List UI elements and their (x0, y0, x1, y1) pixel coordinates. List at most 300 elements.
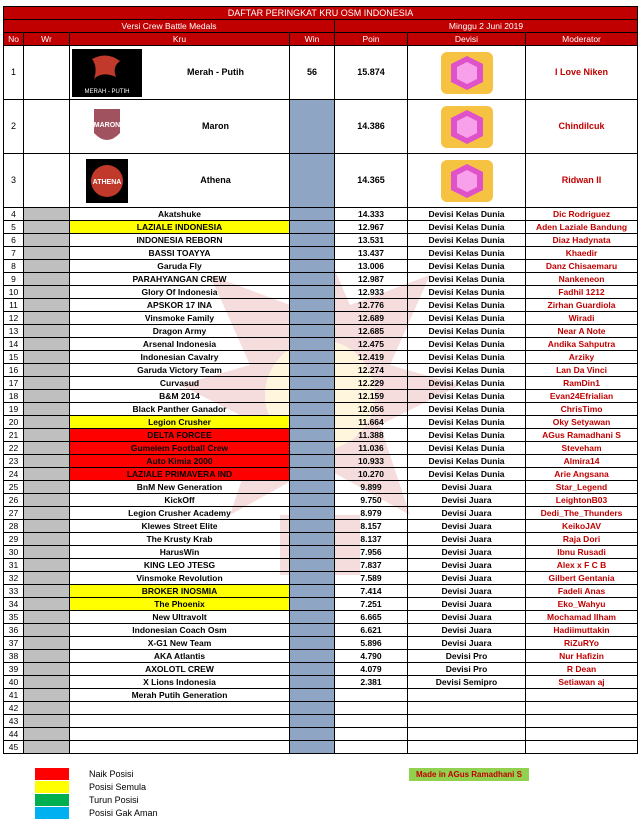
kru-cell: Indonesian Coach Osm (70, 624, 290, 637)
table-row (4, 416, 638, 429)
legend-swatch-yellow (35, 781, 69, 793)
header-kru: Kru (70, 33, 290, 46)
table-row-top-3 (4, 154, 638, 208)
kru-cell: X-G1 New Team (70, 637, 290, 650)
moderator-cell: RamDin1 (526, 377, 638, 390)
poin-cell: 13.437 (335, 247, 408, 260)
wr-cell (24, 650, 70, 663)
wr-cell (24, 728, 70, 741)
sheet-title: DAFTAR PERINGKAT KRU OSM INDONESIA (4, 7, 638, 20)
devisi-cell: Devisi Kelas Dunia (408, 403, 526, 416)
poin-cell (335, 702, 408, 715)
moderator-cell: Zirhan Guardiola (526, 299, 638, 312)
table-row-top-2 (4, 100, 638, 154)
kru-cell: Merah Putih Generation (70, 689, 290, 702)
devisi-cell: Devisi Kelas Dunia (408, 364, 526, 377)
moderator-cell: Lan Da Vinci (526, 364, 638, 377)
poin-cell: 13.006 (335, 260, 408, 273)
merah-putih-logo-icon (72, 49, 142, 97)
poin-cell (335, 689, 408, 702)
kru-cell: Glory Of Indonesia (70, 286, 290, 299)
table-row (4, 377, 638, 390)
devisi-cell: Devisi Kelas Dunia (408, 429, 526, 442)
rank-number: 8 (4, 260, 24, 273)
wr-cell (24, 481, 70, 494)
win-cell (290, 494, 335, 507)
moderator-cell: Dedi_The_Thunders (526, 507, 638, 520)
win-cell (290, 728, 335, 741)
rank-number: 30 (4, 546, 24, 559)
table-row (4, 481, 638, 494)
table-row (4, 260, 638, 273)
rank-number: 21 (4, 429, 24, 442)
poin-cell: 5.896 (335, 637, 408, 650)
moderator-cell: Steveham (526, 442, 638, 455)
wr-cell (24, 507, 70, 520)
poin-cell: 8.157 (335, 520, 408, 533)
rank-number: 31 (4, 559, 24, 572)
table-row (4, 468, 638, 481)
moderator-cell: Setiawan aj (526, 676, 638, 689)
legend-swatch-blue (35, 807, 69, 819)
rank-number: 24 (4, 468, 24, 481)
rank-number: 34 (4, 598, 24, 611)
table-row (4, 650, 638, 663)
devisi-cell (408, 728, 526, 741)
devisi-cell: Devisi Kelas Dunia (408, 338, 526, 351)
poin-cell: 12.056 (335, 403, 408, 416)
devisi-cell: Devisi Kelas Dunia (408, 299, 526, 312)
table-row (4, 533, 638, 546)
kru-cell: Legion Crusher Academy (70, 507, 290, 520)
kru-cell: Auto Kimia 2000 (70, 455, 290, 468)
devisi-cell: Devisi Kelas Dunia (408, 442, 526, 455)
table-row (4, 741, 638, 754)
win-cell (290, 455, 335, 468)
poin-cell: 14.365 (335, 154, 408, 208)
moderator-cell: Alex x F C B (526, 559, 638, 572)
win-cell (290, 689, 335, 702)
kru-cell: INDONESIA REBORN (70, 234, 290, 247)
moderator-cell: Evan24Efrialian (526, 390, 638, 403)
poin-cell: 11.036 (335, 442, 408, 455)
svg-text:MERAH - PUTIH: MERAH - PUTIH (84, 88, 130, 95)
devisi-cell (408, 741, 526, 754)
rank-number: 13 (4, 325, 24, 338)
moderator-cell: I Love Niken (526, 46, 638, 100)
table-row (4, 715, 638, 728)
kru-cell: Gumelem Football Crew (70, 442, 290, 455)
devisi-cell: Devisi Kelas Dunia (408, 286, 526, 299)
wr-cell (24, 611, 70, 624)
wr-cell (24, 312, 70, 325)
wr-cell (24, 741, 70, 754)
win-cell (290, 338, 335, 351)
moderator-cell: Arie Angsana (526, 468, 638, 481)
wr-cell (24, 520, 70, 533)
moderator-cell (526, 728, 638, 741)
kru-cell: DELTA FORCEE (70, 429, 290, 442)
table-row (4, 312, 638, 325)
table-row (4, 546, 638, 559)
table-row (4, 611, 638, 624)
moderator-cell: Nur Hafizin (526, 650, 638, 663)
pink-gem-medal-icon (437, 104, 497, 150)
kru-cell: AXOLOTL CREW (70, 663, 290, 676)
table-row (4, 520, 638, 533)
rank-number: 41 (4, 689, 24, 702)
win-cell (290, 468, 335, 481)
devisi-cell (408, 46, 526, 100)
kru-cell: Indonesian Cavalry (70, 351, 290, 364)
win-cell (290, 442, 335, 455)
poin-cell: 12.987 (335, 273, 408, 286)
rank-number: 22 (4, 442, 24, 455)
wr-cell (24, 676, 70, 689)
moderator-cell: Hadiimuttakin (526, 624, 638, 637)
win-cell (290, 416, 335, 429)
win-cell (290, 637, 335, 650)
wr-cell (24, 559, 70, 572)
kru-cell: New Ultravolt (70, 611, 290, 624)
wr-cell (24, 468, 70, 481)
table-row (4, 208, 638, 221)
table-row (4, 455, 638, 468)
moderator-cell: Nankeneon (526, 273, 638, 286)
table-row (4, 507, 638, 520)
poin-cell: 12.419 (335, 351, 408, 364)
poin-cell: 15.874 (335, 46, 408, 100)
rank-number: 16 (4, 364, 24, 377)
pink-gem-medal-icon (437, 158, 497, 204)
wr-cell (24, 494, 70, 507)
moderator-cell (526, 702, 638, 715)
wr-cell (24, 572, 70, 585)
legend-label: Naik Posisi (89, 769, 134, 779)
win-cell: 56 (290, 46, 335, 100)
devisi-cell: Devisi Kelas Dunia (408, 416, 526, 429)
moderator-cell: AGus Ramadhani S (526, 429, 638, 442)
wr-cell (24, 598, 70, 611)
kru-cell: Garuda Victory Team (70, 364, 290, 377)
poin-cell: 14.333 (335, 208, 408, 221)
kru-cell: BASSI TOAYYA (70, 247, 290, 260)
moderator-cell: Eko_Wahyu (526, 598, 638, 611)
svg-text:ATHENA: ATHENA (92, 178, 122, 186)
moderator-cell: KeikoJAV (526, 520, 638, 533)
wr-cell (24, 689, 70, 702)
ranking-sheet (3, 6, 637, 754)
rank-number: 25 (4, 481, 24, 494)
poin-cell: 10.933 (335, 455, 408, 468)
poin-cell: 12.776 (335, 299, 408, 312)
kru-cell: APSKOR 17 INA (70, 299, 290, 312)
poin-cell: 9.750 (335, 494, 408, 507)
win-cell (290, 546, 335, 559)
wr-cell (24, 442, 70, 455)
kru-cell: B&M 2014 (70, 390, 290, 403)
table-row (4, 663, 638, 676)
rank-number: 27 (4, 507, 24, 520)
rank-number: 10 (4, 286, 24, 299)
devisi-cell: Devisi Juara (408, 533, 526, 546)
rank-number: 9 (4, 273, 24, 286)
kru-cell: The Phoenix (70, 598, 290, 611)
poin-cell (335, 728, 408, 741)
devisi-cell: Devisi Juara (408, 598, 526, 611)
poin-cell: 12.685 (335, 325, 408, 338)
win-cell (290, 585, 335, 598)
devisi-cell (408, 715, 526, 728)
table-row (4, 338, 638, 351)
rank-number: 6 (4, 234, 24, 247)
table-row (4, 429, 638, 442)
header-wr: Wr (24, 33, 70, 46)
header-no: No (4, 33, 24, 46)
kru-name: Maron (202, 121, 229, 131)
moderator-cell: Mochamad Ilham (526, 611, 638, 624)
devisi-cell: Devisi Kelas Dunia (408, 208, 526, 221)
wr-cell (24, 100, 70, 154)
win-cell (290, 312, 335, 325)
kru-cell (70, 702, 290, 715)
moderator-cell: Raja Dori (526, 533, 638, 546)
table-row (4, 585, 638, 598)
devisi-cell: Devisi Pro (408, 650, 526, 663)
devisi-cell: Devisi Juara (408, 559, 526, 572)
kru-cell: HarusWin (70, 546, 290, 559)
table-row (4, 559, 638, 572)
rank-number: 1 (4, 46, 24, 100)
rank-number: 39 (4, 663, 24, 676)
devisi-cell: Devisi Kelas Dunia (408, 351, 526, 364)
wr-cell (24, 234, 70, 247)
rank-number: 32 (4, 572, 24, 585)
rank-number: 2 (4, 100, 24, 154)
rank-number: 11 (4, 299, 24, 312)
kru-cell (70, 46, 290, 100)
wr-cell (24, 247, 70, 260)
moderator-cell: Arziky (526, 351, 638, 364)
win-cell (290, 559, 335, 572)
moderator-cell: Aden Laziale Bandung (526, 221, 638, 234)
devisi-cell: Devisi Kelas Dunia (408, 455, 526, 468)
ranking-table (3, 6, 638, 754)
rank-number: 20 (4, 416, 24, 429)
moderator-cell: LeightonB03 (526, 494, 638, 507)
moderator-cell: Andika Sahputra (526, 338, 638, 351)
rank-number: 3 (4, 154, 24, 208)
win-cell (290, 377, 335, 390)
moderator-cell: Near A Note (526, 325, 638, 338)
poin-cell: 12.274 (335, 364, 408, 377)
moderator-cell: Oky Setyawan (526, 416, 638, 429)
poin-cell: 11.664 (335, 416, 408, 429)
moderator-cell: Dic Rodriguez (526, 208, 638, 221)
kru-cell: Vinsmoke Family (70, 312, 290, 325)
rank-number: 43 (4, 715, 24, 728)
table-row (4, 299, 638, 312)
kru-cell (70, 728, 290, 741)
rank-number: 18 (4, 390, 24, 403)
wr-cell (24, 338, 70, 351)
wr-cell (24, 325, 70, 338)
rank-number: 44 (4, 728, 24, 741)
table-row (4, 221, 638, 234)
wr-cell (24, 624, 70, 637)
poin-cell: 7.589 (335, 572, 408, 585)
win-cell (290, 507, 335, 520)
poin-cell: 7.956 (335, 546, 408, 559)
wr-cell (24, 351, 70, 364)
subtitle-right: Minggu 2 Juni 2019 (335, 20, 638, 33)
rank-number: 26 (4, 494, 24, 507)
svg-text:MARON: MARON (93, 121, 121, 129)
table-row (4, 390, 638, 403)
wr-cell (24, 702, 70, 715)
devisi-cell: Devisi Juara (408, 494, 526, 507)
made-in-credit: Made in AGus Ramadhani S (409, 768, 529, 781)
header-moderator: Moderator (526, 33, 638, 46)
devisi-cell: Devisi Juara (408, 481, 526, 494)
header-poin: Poin (335, 33, 408, 46)
moderator-cell: Almira14 (526, 455, 638, 468)
table-row (4, 351, 638, 364)
devisi-cell: Devisi Kelas Dunia (408, 390, 526, 403)
wr-cell (24, 377, 70, 390)
rank-number: 33 (4, 585, 24, 598)
moderator-cell: Danz Chisaemaru (526, 260, 638, 273)
devisi-cell: Devisi Kelas Dunia (408, 247, 526, 260)
kru-cell: The Krusty Krab (70, 533, 290, 546)
devisi-cell: Devisi Juara (408, 585, 526, 598)
kru-cell (70, 741, 290, 754)
kru-cell: LAZIALE INDONESIA (70, 221, 290, 234)
devisi-cell: Devisi Kelas Dunia (408, 234, 526, 247)
poin-cell: 13.531 (335, 234, 408, 247)
header-devisi: Devisi (408, 33, 526, 46)
win-cell (290, 260, 335, 273)
win-cell (290, 390, 335, 403)
poin-cell: 12.229 (335, 377, 408, 390)
win-cell (290, 715, 335, 728)
table-row (4, 702, 638, 715)
rank-number: 28 (4, 520, 24, 533)
wr-cell (24, 286, 70, 299)
legend-label: Turun Posisi (89, 795, 139, 805)
poin-cell: 10.270 (335, 468, 408, 481)
devisi-cell (408, 154, 526, 208)
poin-cell: 2.381 (335, 676, 408, 689)
table-row (4, 325, 638, 338)
win-cell (290, 676, 335, 689)
devisi-cell: Devisi Juara (408, 637, 526, 650)
wr-cell (24, 429, 70, 442)
win-cell (290, 234, 335, 247)
win-cell (290, 741, 335, 754)
kru-cell: Arsenal Indonesia (70, 338, 290, 351)
wr-cell (24, 221, 70, 234)
wr-cell (24, 455, 70, 468)
devisi-cell: Devisi Kelas Dunia (408, 325, 526, 338)
kru-cell: X Lions Indonesia (70, 676, 290, 689)
rank-number: 14 (4, 338, 24, 351)
devisi-cell: Devisi Kelas Dunia (408, 468, 526, 481)
kru-cell: BnM New Generation (70, 481, 290, 494)
wr-cell (24, 208, 70, 221)
moderator-cell: Ibnu Rusadi (526, 546, 638, 559)
devisi-cell: Devisi Juara (408, 520, 526, 533)
table-row-top-1 (4, 46, 638, 100)
rank-number: 45 (4, 741, 24, 754)
table-row (4, 676, 638, 689)
rank-number: 23 (4, 455, 24, 468)
rank-number: 4 (4, 208, 24, 221)
devisi-cell: Devisi Juara (408, 507, 526, 520)
moderator-cell: RiZuRYo (526, 637, 638, 650)
moderator-cell: ChrisTimo (526, 403, 638, 416)
athena-logo-icon (72, 157, 142, 205)
wr-cell (24, 46, 70, 100)
table-row (4, 247, 638, 260)
rank-number: 17 (4, 377, 24, 390)
table-row (4, 234, 638, 247)
kru-cell (70, 154, 290, 208)
poin-cell: 8.979 (335, 507, 408, 520)
wr-cell (24, 715, 70, 728)
win-cell (290, 208, 335, 221)
rank-number: 40 (4, 676, 24, 689)
wr-cell (24, 585, 70, 598)
legend-swatch-red (35, 768, 69, 780)
moderator-cell (526, 689, 638, 702)
win-cell (290, 273, 335, 286)
devisi-cell (408, 702, 526, 715)
table-row (4, 728, 638, 741)
poin-cell (335, 741, 408, 754)
wr-cell (24, 299, 70, 312)
rank-number: 42 (4, 702, 24, 715)
kru-cell: Legion Crusher (70, 416, 290, 429)
win-cell (290, 299, 335, 312)
wr-cell (24, 390, 70, 403)
poin-cell: 4.790 (335, 650, 408, 663)
legend-label: Posisi Gak Aman (89, 808, 158, 818)
legend-label: Posisi Semula (89, 782, 147, 792)
poin-cell: 6.665 (335, 611, 408, 624)
header-win: Win (290, 33, 335, 46)
kru-cell: Vinsmoke Revolution (70, 572, 290, 585)
win-cell (290, 663, 335, 676)
win-cell (290, 247, 335, 260)
win-cell (290, 221, 335, 234)
devisi-cell: Devisi Juara (408, 546, 526, 559)
kru-cell: AKA Atlantis (70, 650, 290, 663)
poin-cell: 11.388 (335, 429, 408, 442)
devisi-cell (408, 100, 526, 154)
win-cell (290, 650, 335, 663)
table-row (4, 637, 638, 650)
devisi-cell: Devisi Pro (408, 663, 526, 676)
win-cell (290, 572, 335, 585)
poin-cell: 9.899 (335, 481, 408, 494)
devisi-cell: Devisi Kelas Dunia (408, 221, 526, 234)
win-cell (290, 533, 335, 546)
rank-number: 37 (4, 637, 24, 650)
win-cell (290, 611, 335, 624)
rank-number: 5 (4, 221, 24, 234)
kru-cell: Black Panther Ganador (70, 403, 290, 416)
